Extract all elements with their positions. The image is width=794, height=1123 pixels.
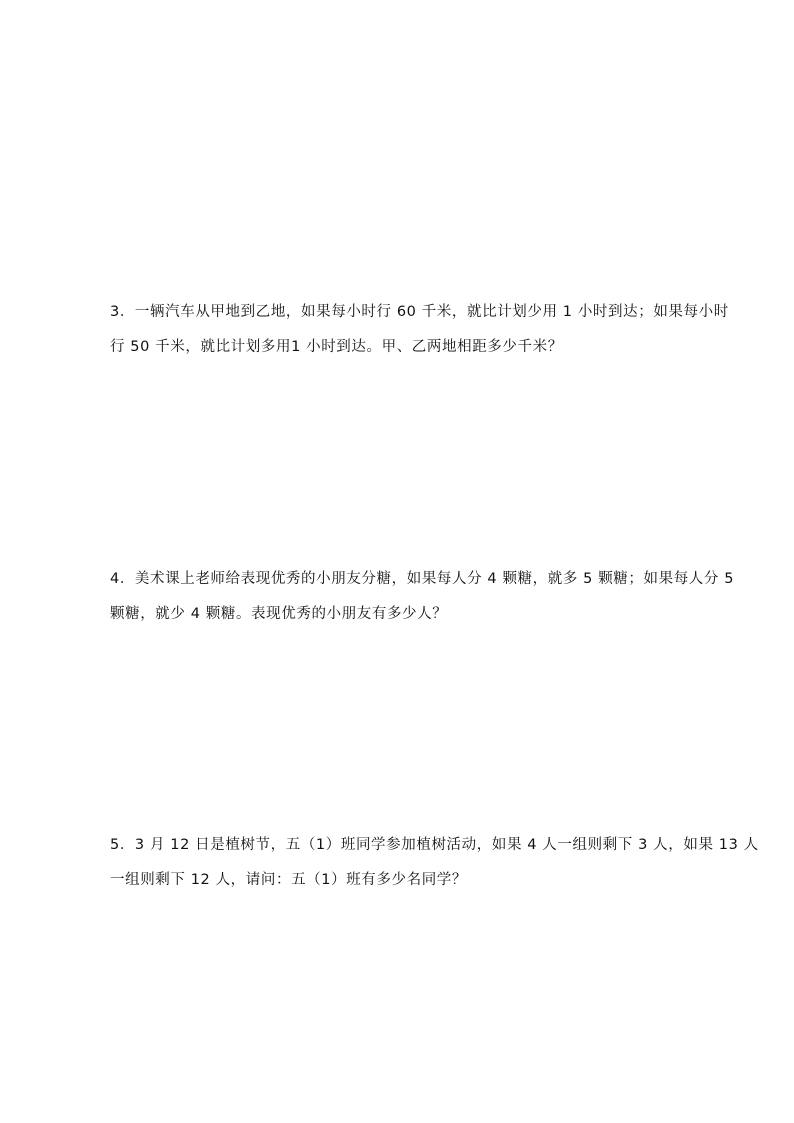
question-5-line-1: 5．3 月 12 日是植树节，五（1）班同学参加植树活动，如果 4 人一组则剩下 3 人，如果 13 人 [110,837,759,853]
question-5 [110,836,759,889]
question-4 [110,570,735,623]
question-4-line-2: 颗糖，就少 4 颗糖。表现优秀的小朋友有多少人？ [110,606,448,622]
question-4-line-1: 4．美术课上老师给表现优秀的小朋友分糖，如果每人分 4 颗糖，就多 5 颗糖；如果每人分 5 [110,571,735,587]
question-3-line-2: 行 50 千米，就比计划多用1 小时到达。甲、乙两地相距多少千米？ [110,339,563,355]
question-3-line-1: 3．一辆汽车从甲地到乙地，如果每小时行 60 千米，就比计划少用 1 小时到达；如果每小时 [110,304,729,320]
question-3 [110,303,729,356]
question-5-line-2: 一组则剩下 12 人，请问：五（1）班有多少名同学？ [110,872,467,888]
